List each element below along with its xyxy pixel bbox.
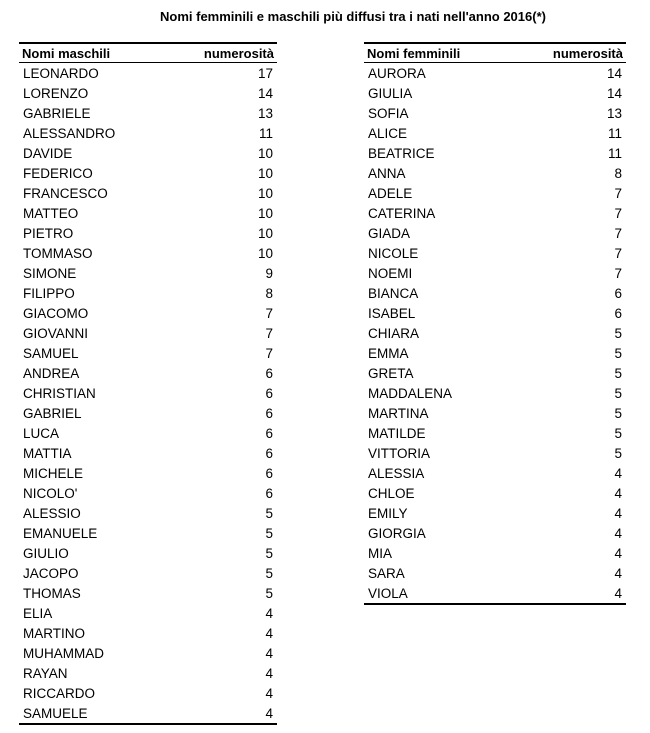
count-cell: 10 [257, 185, 273, 201]
name-cell: SARA [368, 565, 405, 581]
table-row [19, 143, 277, 163]
name-cell: TOMMASO [23, 245, 93, 261]
name-cell: ADELE [368, 185, 413, 201]
name-cell: CHRISTIAN [23, 385, 96, 401]
name-cell: ALICE [368, 125, 408, 141]
page-title: Nomi femminili e maschili più diffusi tra i nati nell'anno 2016(*) [160, 9, 546, 24]
count-cell: 14 [606, 85, 622, 101]
name-cell: GIOVANNI [23, 325, 89, 341]
name-cell: MICHELE [23, 465, 84, 481]
table-row [19, 263, 277, 283]
count-cell: 8 [265, 285, 273, 301]
name-cell: GIULIO [23, 545, 69, 561]
count-cell: 11 [258, 125, 273, 141]
table-row [19, 503, 277, 523]
count-cell: 6 [265, 445, 273, 461]
count-cell: 13 [606, 105, 622, 121]
name-cell: GIADA [368, 225, 411, 241]
count-cell: 4 [265, 685, 273, 701]
name-cell: GABRIEL [23, 405, 82, 421]
table-row [364, 543, 626, 563]
count-cell: 4 [265, 705, 273, 721]
count-cell: 5 [614, 325, 622, 341]
name-cell: SAMUEL [23, 345, 79, 361]
table-row [19, 543, 277, 563]
count-cell: 6 [265, 465, 273, 481]
table-row [19, 583, 277, 603]
name-cell: MIA [368, 545, 393, 561]
table-row [364, 563, 626, 583]
table-row [19, 443, 277, 463]
name-cell: MUHAMMAD [23, 645, 104, 661]
count-cell: 7 [614, 265, 622, 281]
table-row [364, 243, 626, 263]
count-cell: 4 [614, 525, 622, 541]
count-cell: 10 [257, 165, 273, 181]
name-cell: SOFIA [368, 105, 409, 121]
count-cell: 7 [614, 245, 622, 261]
table-row [364, 483, 626, 503]
name-cell: MATTEO [23, 205, 79, 221]
name-cell: ALESSIA [368, 465, 425, 481]
table-row [19, 703, 277, 723]
name-cell: VITTORIA [368, 445, 431, 461]
table-row [19, 183, 277, 203]
count-cell: 6 [614, 285, 622, 301]
count-cell: 4 [614, 485, 622, 501]
table-row [364, 303, 626, 323]
name-cell: PIETRO [23, 225, 74, 241]
table-row [19, 203, 277, 223]
name-cell: LUCA [23, 425, 60, 441]
table-row [19, 463, 277, 483]
table-row [19, 223, 277, 243]
name-cell: BEATRICE [368, 145, 435, 161]
table-row [364, 583, 626, 603]
name-cell: AURORA [368, 65, 426, 81]
count-cell: 6 [265, 365, 273, 381]
count-cell: 4 [265, 645, 273, 661]
count-cell: 5 [265, 505, 273, 521]
name-cell: FILIPPO [23, 285, 75, 301]
count-cell: 5 [265, 525, 273, 541]
table-row [364, 223, 626, 243]
count-cell: 13 [257, 105, 273, 121]
count-cell: 7 [614, 205, 622, 221]
name-cell: ALESSANDRO [23, 125, 116, 141]
table-row [19, 523, 277, 543]
table-row [364, 83, 626, 103]
name-cell: ANDREA [23, 365, 80, 381]
table-row [364, 263, 626, 283]
count-cell: 4 [614, 545, 622, 561]
table-row [19, 643, 277, 663]
table-row [19, 303, 277, 323]
name-cell: VIOLA [368, 585, 408, 601]
name-cell: MATILDE [368, 425, 426, 441]
count-cell: 4 [614, 505, 622, 521]
count-cell: 5 [614, 425, 622, 441]
table-row [364, 343, 626, 363]
table-row [19, 63, 277, 83]
table-row [19, 323, 277, 343]
count-cell: 6 [265, 485, 273, 501]
count-cell: 5 [614, 405, 622, 421]
name-cell: GRETA [368, 365, 414, 381]
count-cell: 10 [257, 225, 273, 241]
table-row [364, 443, 626, 463]
name-cell: THOMAS [23, 585, 81, 601]
table-row [19, 423, 277, 443]
table-body [19, 63, 277, 725]
name-cell: MARTINA [368, 405, 429, 421]
name-cell: GIULIA [368, 85, 413, 101]
name-cell: MARTINO [23, 625, 86, 641]
name-cell: GIACOMO [23, 305, 89, 321]
count-cell: 4 [614, 565, 622, 581]
name-column-header: Nomi femminili [367, 45, 461, 61]
name-cell: MATTIA [23, 445, 72, 461]
name-cell: FRANCESCO [23, 185, 108, 201]
table-header [19, 42, 277, 63]
count-cell: 7 [265, 345, 273, 361]
table-row [364, 123, 626, 143]
table-row [19, 163, 277, 183]
count-cell: 4 [265, 625, 273, 641]
table-row [364, 403, 626, 423]
name-cell: EMMA [368, 345, 409, 361]
count-cell: 10 [257, 205, 273, 221]
table-row [19, 603, 277, 623]
table-row [19, 343, 277, 363]
table-row [364, 323, 626, 343]
name-cell: RAYAN [23, 665, 68, 681]
table-row [19, 383, 277, 403]
name-cell: SIMONE [23, 265, 77, 281]
count-cell: 4 [265, 605, 273, 621]
name-cell: CHIARA [368, 325, 420, 341]
count-cell: 14 [257, 85, 273, 101]
count-cell: 10 [257, 145, 273, 161]
name-cell: GABRIELE [23, 105, 91, 121]
table-row [19, 83, 277, 103]
name-cell: ALESSIO [23, 505, 81, 521]
table-row [364, 143, 626, 163]
count-cell: 17 [257, 65, 273, 81]
table-row [364, 203, 626, 223]
table-row [19, 363, 277, 383]
count-column-header: numerosità [552, 45, 623, 61]
name-cell: CHLOE [368, 485, 415, 501]
table-row [364, 63, 626, 83]
name-cell: SAMUELE [23, 705, 88, 721]
table-row [19, 663, 277, 683]
table-row [364, 423, 626, 443]
count-cell: 5 [265, 565, 273, 581]
count-cell: 7 [614, 185, 622, 201]
table-row [19, 283, 277, 303]
count-cell: 6 [265, 425, 273, 441]
table-row [19, 483, 277, 503]
male-names-table [19, 42, 277, 725]
female-names-table [364, 42, 626, 605]
table-row [19, 103, 277, 123]
name-cell: NOEMI [368, 265, 413, 281]
table-row [364, 503, 626, 523]
name-cell: EMILY [368, 505, 408, 521]
table-row [364, 163, 626, 183]
count-cell: 6 [614, 305, 622, 321]
count-cell: 9 [265, 265, 273, 281]
count-cell: 11 [607, 125, 622, 141]
table-row [364, 523, 626, 543]
count-cell: 11 [607, 145, 622, 161]
name-column-header: Nomi maschili [22, 45, 111, 61]
count-cell: 7 [265, 325, 273, 341]
name-cell: NICOLO' [23, 485, 78, 501]
name-cell: ELIA [23, 605, 53, 621]
count-cell: 6 [265, 385, 273, 401]
count-cell: 7 [614, 225, 622, 241]
name-cell: LORENZO [23, 85, 89, 101]
count-cell: 5 [614, 365, 622, 381]
name-cell: BIANCA [368, 285, 419, 301]
name-cell: EMANUELE [23, 525, 98, 541]
name-cell: MADDALENA [368, 385, 453, 401]
name-cell: GIORGIA [368, 525, 426, 541]
name-cell: CATERINA [368, 205, 436, 221]
table-row [364, 463, 626, 483]
count-column-header: numerosità [203, 45, 274, 61]
table-row [19, 623, 277, 643]
count-cell: 5 [614, 445, 622, 461]
count-cell: 7 [265, 305, 273, 321]
name-cell: RICCARDO [23, 685, 96, 701]
table-row [19, 683, 277, 703]
name-cell: FEDERICO [23, 165, 93, 181]
table-body [364, 63, 626, 605]
name-cell: NICOLE [368, 245, 419, 261]
name-cell: ANNA [368, 165, 406, 181]
table-header [364, 42, 626, 63]
table-row [364, 363, 626, 383]
count-cell: 5 [614, 385, 622, 401]
table-row [19, 243, 277, 263]
table-row [364, 183, 626, 203]
table-row [364, 383, 626, 403]
table-row [19, 123, 277, 143]
name-cell: LEONARDO [23, 65, 99, 81]
name-cell: ISABEL [368, 305, 416, 321]
count-cell: 14 [606, 65, 622, 81]
count-cell: 6 [265, 405, 273, 421]
count-cell: 4 [614, 465, 622, 481]
count-cell: 5 [614, 345, 622, 361]
table-row [19, 403, 277, 423]
count-cell: 4 [614, 585, 622, 601]
count-cell: 5 [265, 585, 273, 601]
table-row [364, 283, 626, 303]
table-row [19, 563, 277, 583]
count-cell: 4 [265, 665, 273, 681]
count-cell: 8 [614, 165, 622, 181]
name-cell: JACOPO [23, 565, 79, 581]
table-row [364, 103, 626, 123]
name-cell: DAVIDE [23, 145, 73, 161]
count-cell: 10 [257, 245, 273, 261]
count-cell: 5 [265, 545, 273, 561]
